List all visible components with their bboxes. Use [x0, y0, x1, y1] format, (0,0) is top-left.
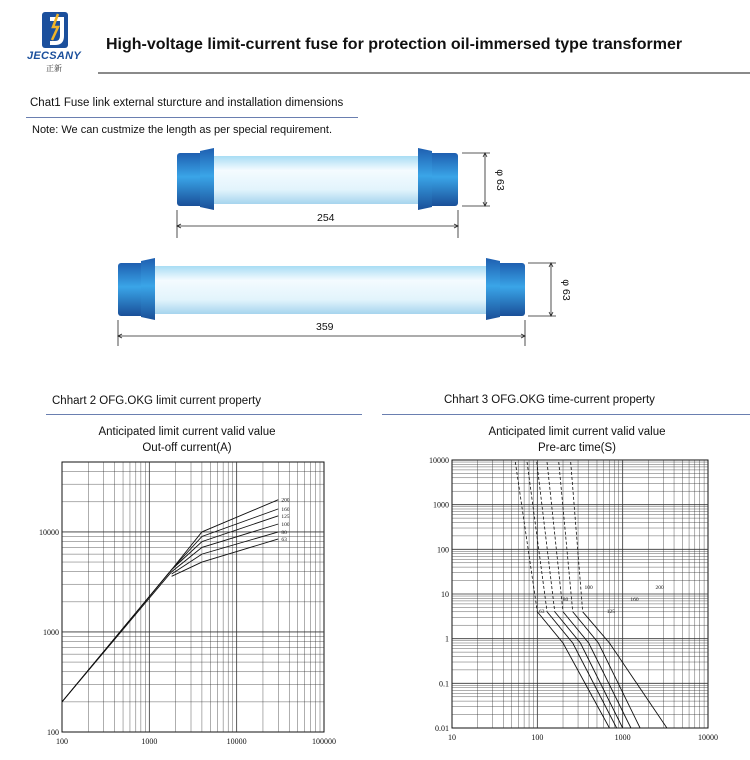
- chart2-x-tick-label: 100: [56, 737, 68, 746]
- chart3-x-tick-label: 1000: [614, 733, 631, 742]
- section1-note: Note: We can custmize the length as per special requirement.: [32, 124, 333, 136]
- chart3-x-tick-label: 10000: [698, 733, 718, 742]
- chart3-y-tick-label: 0.1: [439, 679, 449, 689]
- chart3-x-tick-label: 100: [531, 733, 544, 742]
- chart3-y-tick-label: 1: [445, 634, 449, 644]
- chart3-x-tick-label: 10: [448, 733, 456, 742]
- chart3-y-tick-label: 0.01: [435, 724, 449, 733]
- chart3-title: Chhart 3 OFG.OKG time-current property: [444, 394, 655, 406]
- chart3-series-label-125: 125: [606, 608, 615, 615]
- chart2-x-tick-label: 10000: [226, 737, 247, 746]
- chart2-series-label-125: 125: [281, 513, 290, 520]
- chart2-x-tick-label: 1000: [141, 737, 158, 746]
- fuse-short-diameter: φ 63: [494, 169, 506, 191]
- chart3-y-tick-label: 1000: [433, 500, 449, 510]
- fuse-long-length: 359: [316, 321, 334, 333]
- chart3-series-label-100: 100: [584, 584, 593, 591]
- chart3-y-tick-label: 10: [441, 590, 449, 599]
- chart3-y-tick-label: 100: [437, 545, 449, 555]
- chart2-series-label-80: 80: [281, 529, 287, 536]
- section1-title: Chat1 Fuse link external sturcture and installation dimensions: [30, 97, 344, 109]
- chart3-series-label-63: 63: [539, 608, 545, 615]
- chart2-x-tick-label: 100000: [312, 737, 336, 746]
- fuse-long-diameter: φ 63: [560, 279, 572, 301]
- chart2-series-label-100: 100: [281, 522, 290, 529]
- chart2-series-label-63: 63: [281, 536, 287, 543]
- chart2-series-label-160: 160: [281, 506, 290, 513]
- chart2-series-label-200: 200: [281, 497, 290, 504]
- chart3-y-tick-label: 10000: [429, 456, 449, 465]
- chart3-series-label-160: 160: [630, 596, 639, 603]
- chart2-y-tick-label: 1000: [43, 627, 59, 637]
- chart3-series-label-80: 80: [562, 596, 569, 603]
- chart3-header-line1: Anticipated limit current valid value: [488, 426, 666, 438]
- chart2-title: Chhart 2 OFG.OKG limit current property: [52, 395, 261, 407]
- chart2-header-line1: Anticipated limit current valid value: [98, 426, 276, 438]
- chart2-y-tick-label: 100: [47, 728, 59, 737]
- chart2-y-tick-label: 10000: [39, 527, 59, 537]
- page-title: High-voltage limit-current fuse for protection oil-immersed type transformer: [106, 36, 683, 53]
- chart3-header-line2: Pre-arc time(S): [538, 442, 616, 454]
- chart2-header-line2: Out-off current(A): [142, 442, 232, 454]
- chart3-series-label-200: 200: [655, 584, 664, 591]
- brand-name: JECSANY: [26, 50, 82, 62]
- brand-subname: 正新: [46, 64, 62, 73]
- fuse-short-length: 254: [317, 212, 335, 224]
